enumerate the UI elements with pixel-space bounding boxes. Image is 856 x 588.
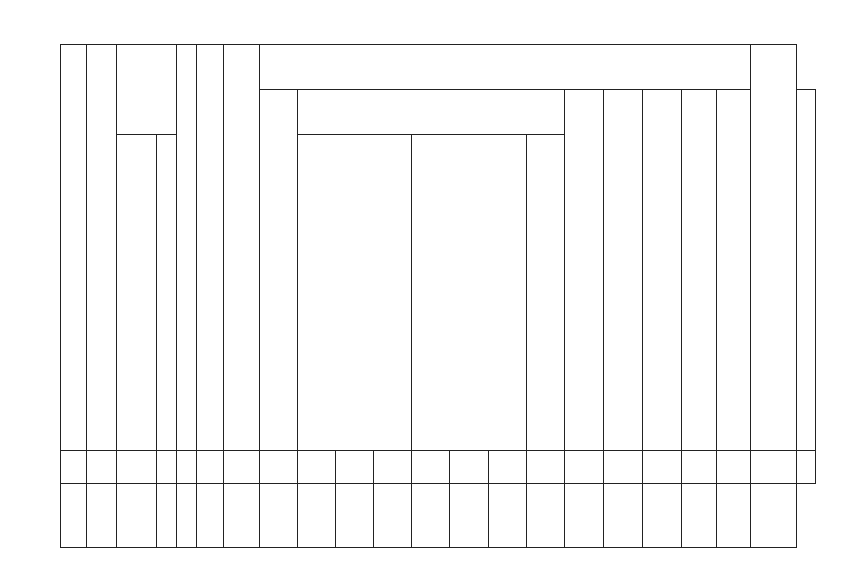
col-index [298, 451, 336, 483]
col-index [374, 451, 412, 483]
header-total [260, 90, 298, 451]
col-index [260, 451, 298, 483]
page-number [14, 300, 40, 560]
header-city [87, 45, 117, 451]
header-city-fund [643, 90, 682, 451]
header-subtotal [797, 90, 816, 451]
col-index [336, 451, 374, 483]
subsidy-table [60, 44, 816, 548]
header-county-fund [682, 90, 717, 451]
col-index [797, 451, 816, 483]
col-index [224, 451, 260, 483]
col-index [117, 451, 157, 483]
col-index [157, 451, 177, 483]
header-region-group [412, 135, 527, 451]
col-index [717, 451, 751, 483]
col-index [565, 451, 604, 483]
formula-c13 [489, 483, 527, 548]
header-task-group [117, 45, 177, 135]
header-direct [717, 90, 751, 451]
header-filed2016-fund [604, 90, 643, 451]
header-four-subgroup [298, 90, 565, 135]
formula-c8 [298, 483, 336, 548]
col-index [197, 451, 224, 483]
header-self-fund [751, 45, 797, 451]
header-four-group [117, 135, 157, 451]
header-filed2016 [197, 45, 224, 451]
formula-c10 [374, 483, 412, 548]
header-filing [157, 135, 177, 451]
col-index [682, 451, 717, 483]
col-index [751, 451, 797, 483]
header-fund-group [260, 45, 751, 90]
col-index [177, 451, 197, 483]
formula-c7 [260, 483, 298, 548]
formula-c9 [336, 483, 374, 548]
col-index [412, 451, 450, 483]
col-index [604, 451, 643, 483]
header-general-fund [565, 90, 604, 451]
formula-c1 [117, 483, 157, 548]
col-index [450, 451, 489, 483]
header-central-group [298, 135, 412, 451]
header-plan-invest [224, 45, 260, 451]
col-index [527, 451, 565, 483]
header-general [177, 45, 197, 451]
col-index [489, 451, 527, 483]
header-seq [61, 45, 87, 451]
col-index [643, 451, 682, 483]
